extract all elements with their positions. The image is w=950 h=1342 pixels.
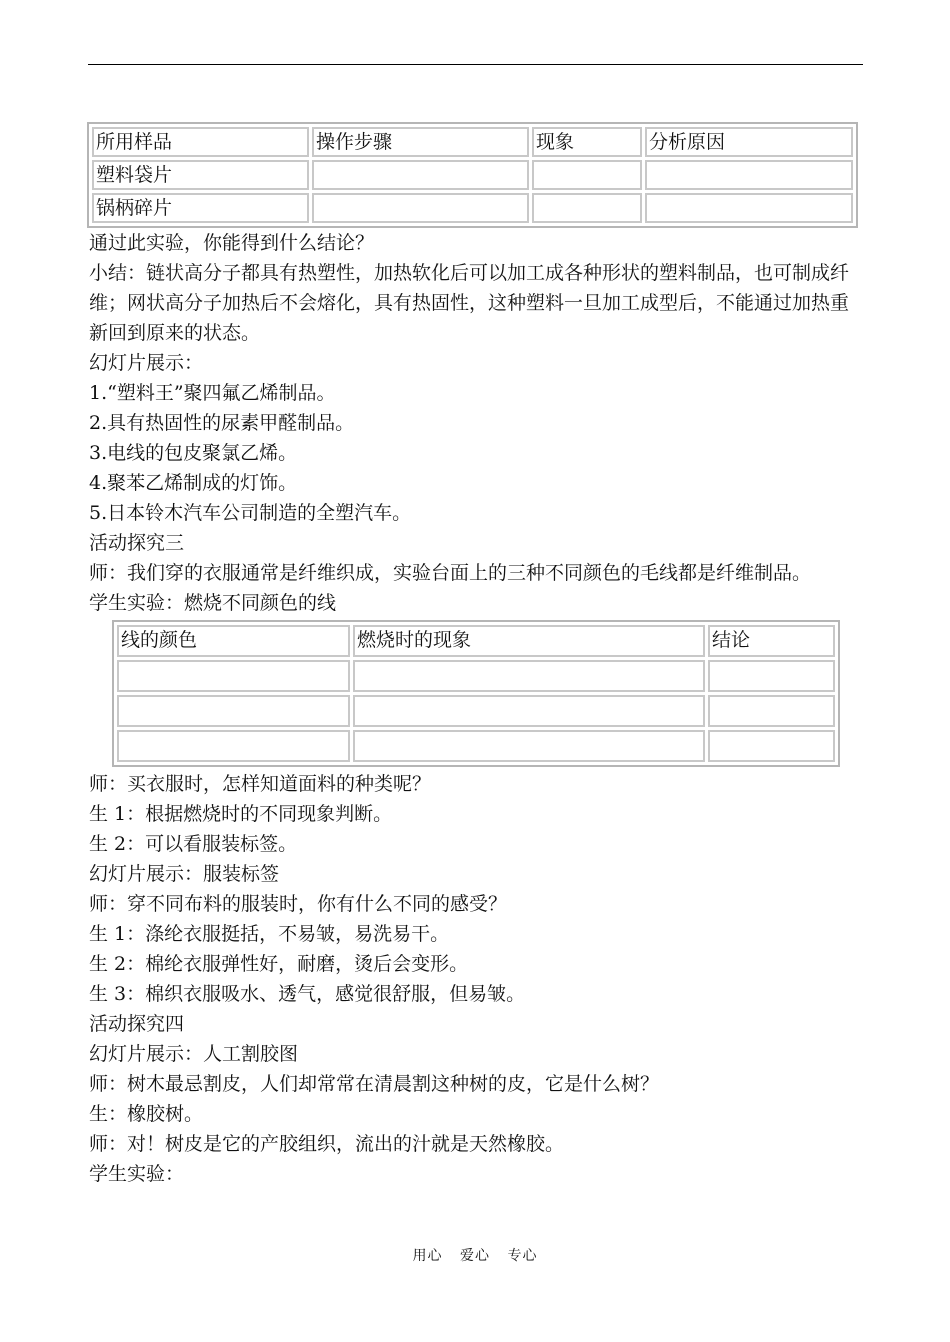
question-text: 通过此实验，你能得到什么结论？ bbox=[89, 232, 375, 254]
table-cell: 锅柄碎片 bbox=[92, 193, 309, 223]
slide-item: 3.电线的包皮聚氯乙烯。 bbox=[89, 442, 298, 464]
dialogue-line: 师：买衣服时，怎样知道面料的种类呢？ bbox=[89, 773, 432, 795]
table-row bbox=[92, 193, 853, 223]
dialogue-line: 师：穿不同布料的服装时，你有什么不同的感受？ bbox=[89, 893, 508, 915]
dialogue-line: 生 2：棉纶衣服弹性好，耐磨，烫后会变形。 bbox=[89, 953, 469, 975]
table-header-cell: 现象 bbox=[532, 127, 642, 157]
dialogue-line: 学生实验： bbox=[89, 1163, 185, 1185]
table-cell bbox=[645, 193, 853, 223]
dialogue-line: 生 1：根据燃烧时的不同现象判断。 bbox=[89, 803, 393, 825]
experiment-title: 学生实验：燃烧不同颜色的线 bbox=[89, 592, 337, 614]
teacher-line: 师：我们穿的衣服通常是纤维织成，实验台面上的三种不同颜色的毛线都是纤维制品。 bbox=[89, 562, 812, 584]
dialogue-line: 幻灯片展示：服装标签 bbox=[89, 863, 280, 885]
footer-word: 用心 bbox=[412, 1248, 443, 1264]
table-row bbox=[92, 160, 853, 190]
table-header-cell: 线的颜色 bbox=[117, 625, 350, 657]
sample-table bbox=[87, 122, 858, 228]
table-row bbox=[117, 730, 835, 762]
dialogue-line: 师：树木最忌割皮，人们却常常在清晨割这种树的皮，它是什么树？ bbox=[89, 1073, 660, 1095]
slides-intro: 幻灯片展示： bbox=[89, 352, 204, 374]
table-cell bbox=[353, 730, 705, 762]
table-cell bbox=[117, 660, 350, 692]
table-header-cell: 操作步骤 bbox=[312, 127, 529, 157]
table-header-row bbox=[117, 625, 835, 657]
dialogue-line: 生 2：可以看服装标签。 bbox=[89, 833, 298, 855]
table-cell: 塑料袋片 bbox=[92, 160, 309, 190]
table-row bbox=[117, 695, 835, 727]
table-cell bbox=[708, 730, 835, 762]
table-cell bbox=[708, 695, 835, 727]
table-cell bbox=[117, 730, 350, 762]
header-rule bbox=[88, 64, 863, 65]
dialogue-line: 幻灯片展示：人工割胶图 bbox=[89, 1043, 299, 1065]
table-header-row bbox=[92, 127, 853, 157]
slide-item: 4.聚苯乙烯制成的灯饰。 bbox=[89, 472, 298, 494]
thread-burning-table bbox=[112, 620, 840, 767]
slide-item: 1.“塑料王”聚四氟乙烯制品。 bbox=[89, 382, 336, 404]
table-cell bbox=[353, 660, 705, 692]
document-body bbox=[89, 122, 864, 1189]
dialogue-line: 生 3：棉织衣服吸水、透气，感觉很舒服，但易皱。 bbox=[89, 983, 526, 1005]
table-cell bbox=[532, 193, 642, 223]
footer-word: 专心 bbox=[507, 1248, 538, 1264]
table-row bbox=[117, 660, 835, 692]
table-header-cell: 结论 bbox=[708, 625, 835, 657]
dialogue-line: 生：橡胶树。 bbox=[89, 1103, 204, 1125]
activity-heading: 活动探究四 bbox=[89, 1013, 185, 1035]
page-footer bbox=[0, 1245, 950, 1265]
table-cell bbox=[117, 695, 350, 727]
table-header-cell: 燃烧时的现象 bbox=[353, 625, 705, 657]
table-cell bbox=[645, 160, 853, 190]
table-cell bbox=[312, 160, 529, 190]
dialogue-line: 师：对！树皮是它的产胶组织，流出的汁就是天然橡胶。 bbox=[89, 1133, 565, 1155]
table-cell bbox=[312, 193, 529, 223]
table-header-cell: 所用样品 bbox=[92, 127, 309, 157]
table-cell bbox=[708, 660, 835, 692]
footer-word: 爱心 bbox=[460, 1248, 490, 1264]
slide-item: 2.具有热固性的尿素甲醛制品。 bbox=[89, 412, 355, 434]
table-cell bbox=[532, 160, 642, 190]
summary-text: 小结：链状高分子都具有热塑性，加热软化后可以加工成各种形状的塑料制品，也可制成纤维；网状高分子加热后不会熔化，具有热固性，这种塑料一旦加工成型后，不能通过加热重新回到原来的状态。 bbox=[89, 262, 850, 344]
table-header-cell: 分析原因 bbox=[645, 127, 853, 157]
table-cell bbox=[353, 695, 705, 727]
activity-heading: 活动探究三 bbox=[89, 532, 185, 554]
slide-item: 5.日本铃木汽车公司制造的全塑汽车。 bbox=[89, 502, 412, 524]
dialogue-line: 生 1：涤纶衣服挺括，不易皱，易洗易干。 bbox=[89, 923, 450, 945]
